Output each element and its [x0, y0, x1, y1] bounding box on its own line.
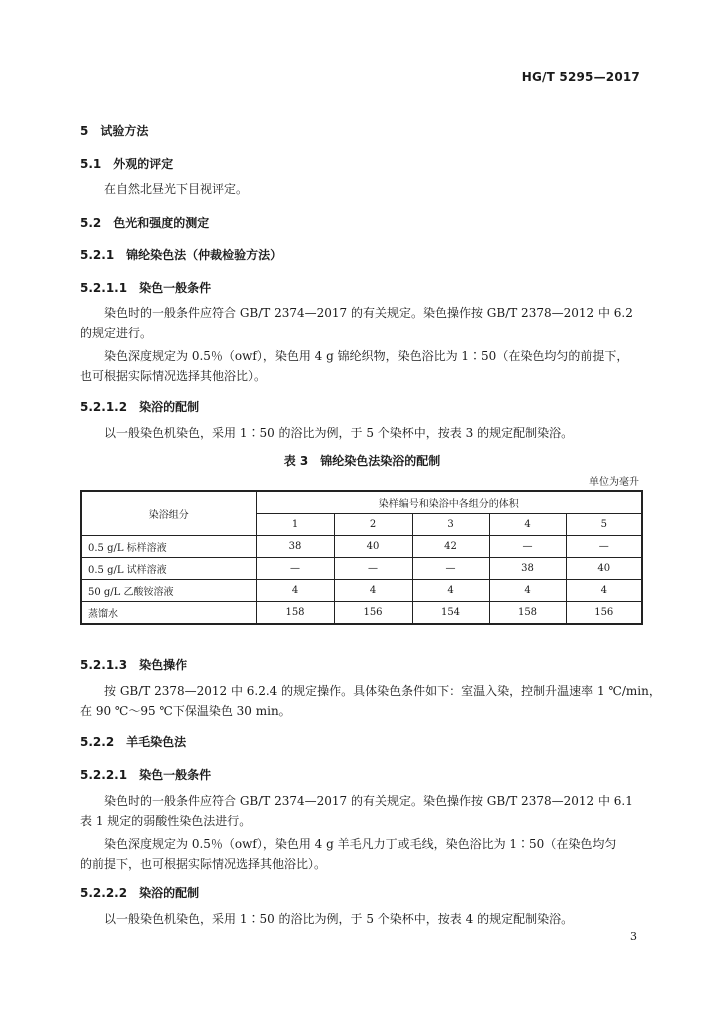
table-3-caption: 表 3 锦纶染色法染浴的配制: [283, 454, 441, 468]
paragraph-line: 以一般染色机染色，采用 1∶50 的浴比为例，于 5 个染杯中，按表 4 的规定配制染浴。: [104, 912, 574, 926]
section-5-heading: 5 试验方法: [80, 124, 149, 138]
cell: 156: [566, 602, 642, 625]
table-3-sample-number: 1: [256, 514, 334, 536]
cell: —: [334, 558, 412, 580]
paragraph-line: 在 90 ℃～95 ℃下保温染色 30 min。: [80, 704, 291, 718]
row-label: 0.5 g/L 标样溶液: [81, 536, 256, 558]
section-5-1-heading: 5.1 外观的评定: [80, 157, 174, 171]
paragraph-line: 表 1 规定的弱酸性染色法进行。: [80, 814, 252, 828]
section-5-1-text: 在自然北昼光下目视评定。: [104, 182, 249, 196]
section-5-2-1-heading: 5.2.1 锦纶染色法（仲裁检验方法）: [80, 248, 283, 262]
paragraph-line: 染色深度规定为 0.5％（owf），染色用 4 g 羊毛凡力丁或毛线，染色浴比为 1∶50（在染色均匀: [104, 837, 617, 851]
table-3-sample-number: 2: [334, 514, 412, 536]
section-5-2-2-1-heading: 5.2.2.1 染色一般条件: [80, 768, 212, 782]
table-3-sample-number: 4: [489, 514, 566, 536]
cell: —: [256, 558, 334, 580]
cell: 4: [256, 580, 334, 602]
section-5-2-1-1-heading: 5.2.1.1 染色一般条件: [80, 281, 212, 295]
row-label: 50 g/L 乙酸铵溶液: [81, 580, 256, 602]
table-3: [80, 490, 643, 625]
table-3-unit: 单位为毫升: [589, 477, 639, 488]
paragraph-line: 按 GB/T 2378—2012 中 6.2.4 的规定操作。具体染色条件如下：室温入染，控制升温速率 1 ℃/min，: [104, 684, 661, 698]
section-5-2-heading: 5.2 色光和强度的测定: [80, 216, 210, 230]
cell: —: [566, 536, 642, 558]
table-3-sample-number: 3: [412, 514, 489, 536]
paragraph-line: 也可根据实际情况选择其他浴比）。: [80, 369, 267, 383]
row-label: 0.5 g/L 试样溶液: [81, 558, 256, 580]
table-row: [81, 536, 642, 558]
cell: 4: [566, 580, 642, 602]
paragraph-line: 以一般染色机染色，采用 1∶50 的浴比为例，于 5 个染杯中，按表 3 的规定配制染浴。: [104, 426, 574, 440]
cell: 4: [412, 580, 489, 602]
cell: 40: [566, 558, 642, 580]
paragraph-line: 的规定进行。: [80, 326, 153, 340]
cell: 158: [489, 602, 566, 625]
paragraph-line: 染色深度规定为 0.5％（owf），染色用 4 g 锦纶织物，染色浴比为 1∶50（在染色均匀的前提下，: [104, 349, 629, 363]
standard-code: HG/T 5295—2017: [521, 70, 640, 84]
cell: 38: [489, 558, 566, 580]
paragraph-line: 染色时的一般条件应符合 GB/T 2374—2017 的有关规定。染色操作按 GB/T 2378—2012 中 6.2: [104, 306, 633, 320]
cell: 4: [334, 580, 412, 602]
section-5-2-1-2-heading: 5.2.1.2 染浴的配制: [80, 400, 200, 414]
section-5-2-2-heading: 5.2.2 羊毛染色法: [80, 735, 187, 749]
cell: 42: [412, 536, 489, 558]
cell: 156: [334, 602, 412, 625]
cell: 38: [256, 536, 334, 558]
cell: —: [489, 536, 566, 558]
table-3-span-header: 染样编号和染浴中各组分的体积: [256, 491, 642, 514]
page-number: 3: [630, 930, 637, 943]
table-row: [81, 580, 642, 602]
section-5-2-1-3-heading: 5.2.1.3 染色操作: [80, 658, 188, 672]
table-3-sample-number: 5: [566, 514, 642, 536]
paragraph-line: 染色时的一般条件应符合 GB/T 2374—2017 的有关规定。染色操作按 GB/T 2378—2012 中 6.1: [104, 794, 633, 808]
cell: 40: [334, 536, 412, 558]
cell: 154: [412, 602, 489, 625]
row-label: 蒸馏水: [81, 602, 256, 625]
section-5-2-2-2-heading: 5.2.2.2 染浴的配制: [80, 886, 200, 900]
cell: —: [412, 558, 489, 580]
table-row: [81, 558, 642, 580]
table-3-group-header: 染浴组分: [81, 491, 256, 536]
paragraph-line: 的前提下，也可根据实际情况选择其他浴比）。: [80, 857, 327, 871]
cell: 4: [489, 580, 566, 602]
cell: 158: [256, 602, 334, 625]
table-row: [81, 602, 642, 625]
